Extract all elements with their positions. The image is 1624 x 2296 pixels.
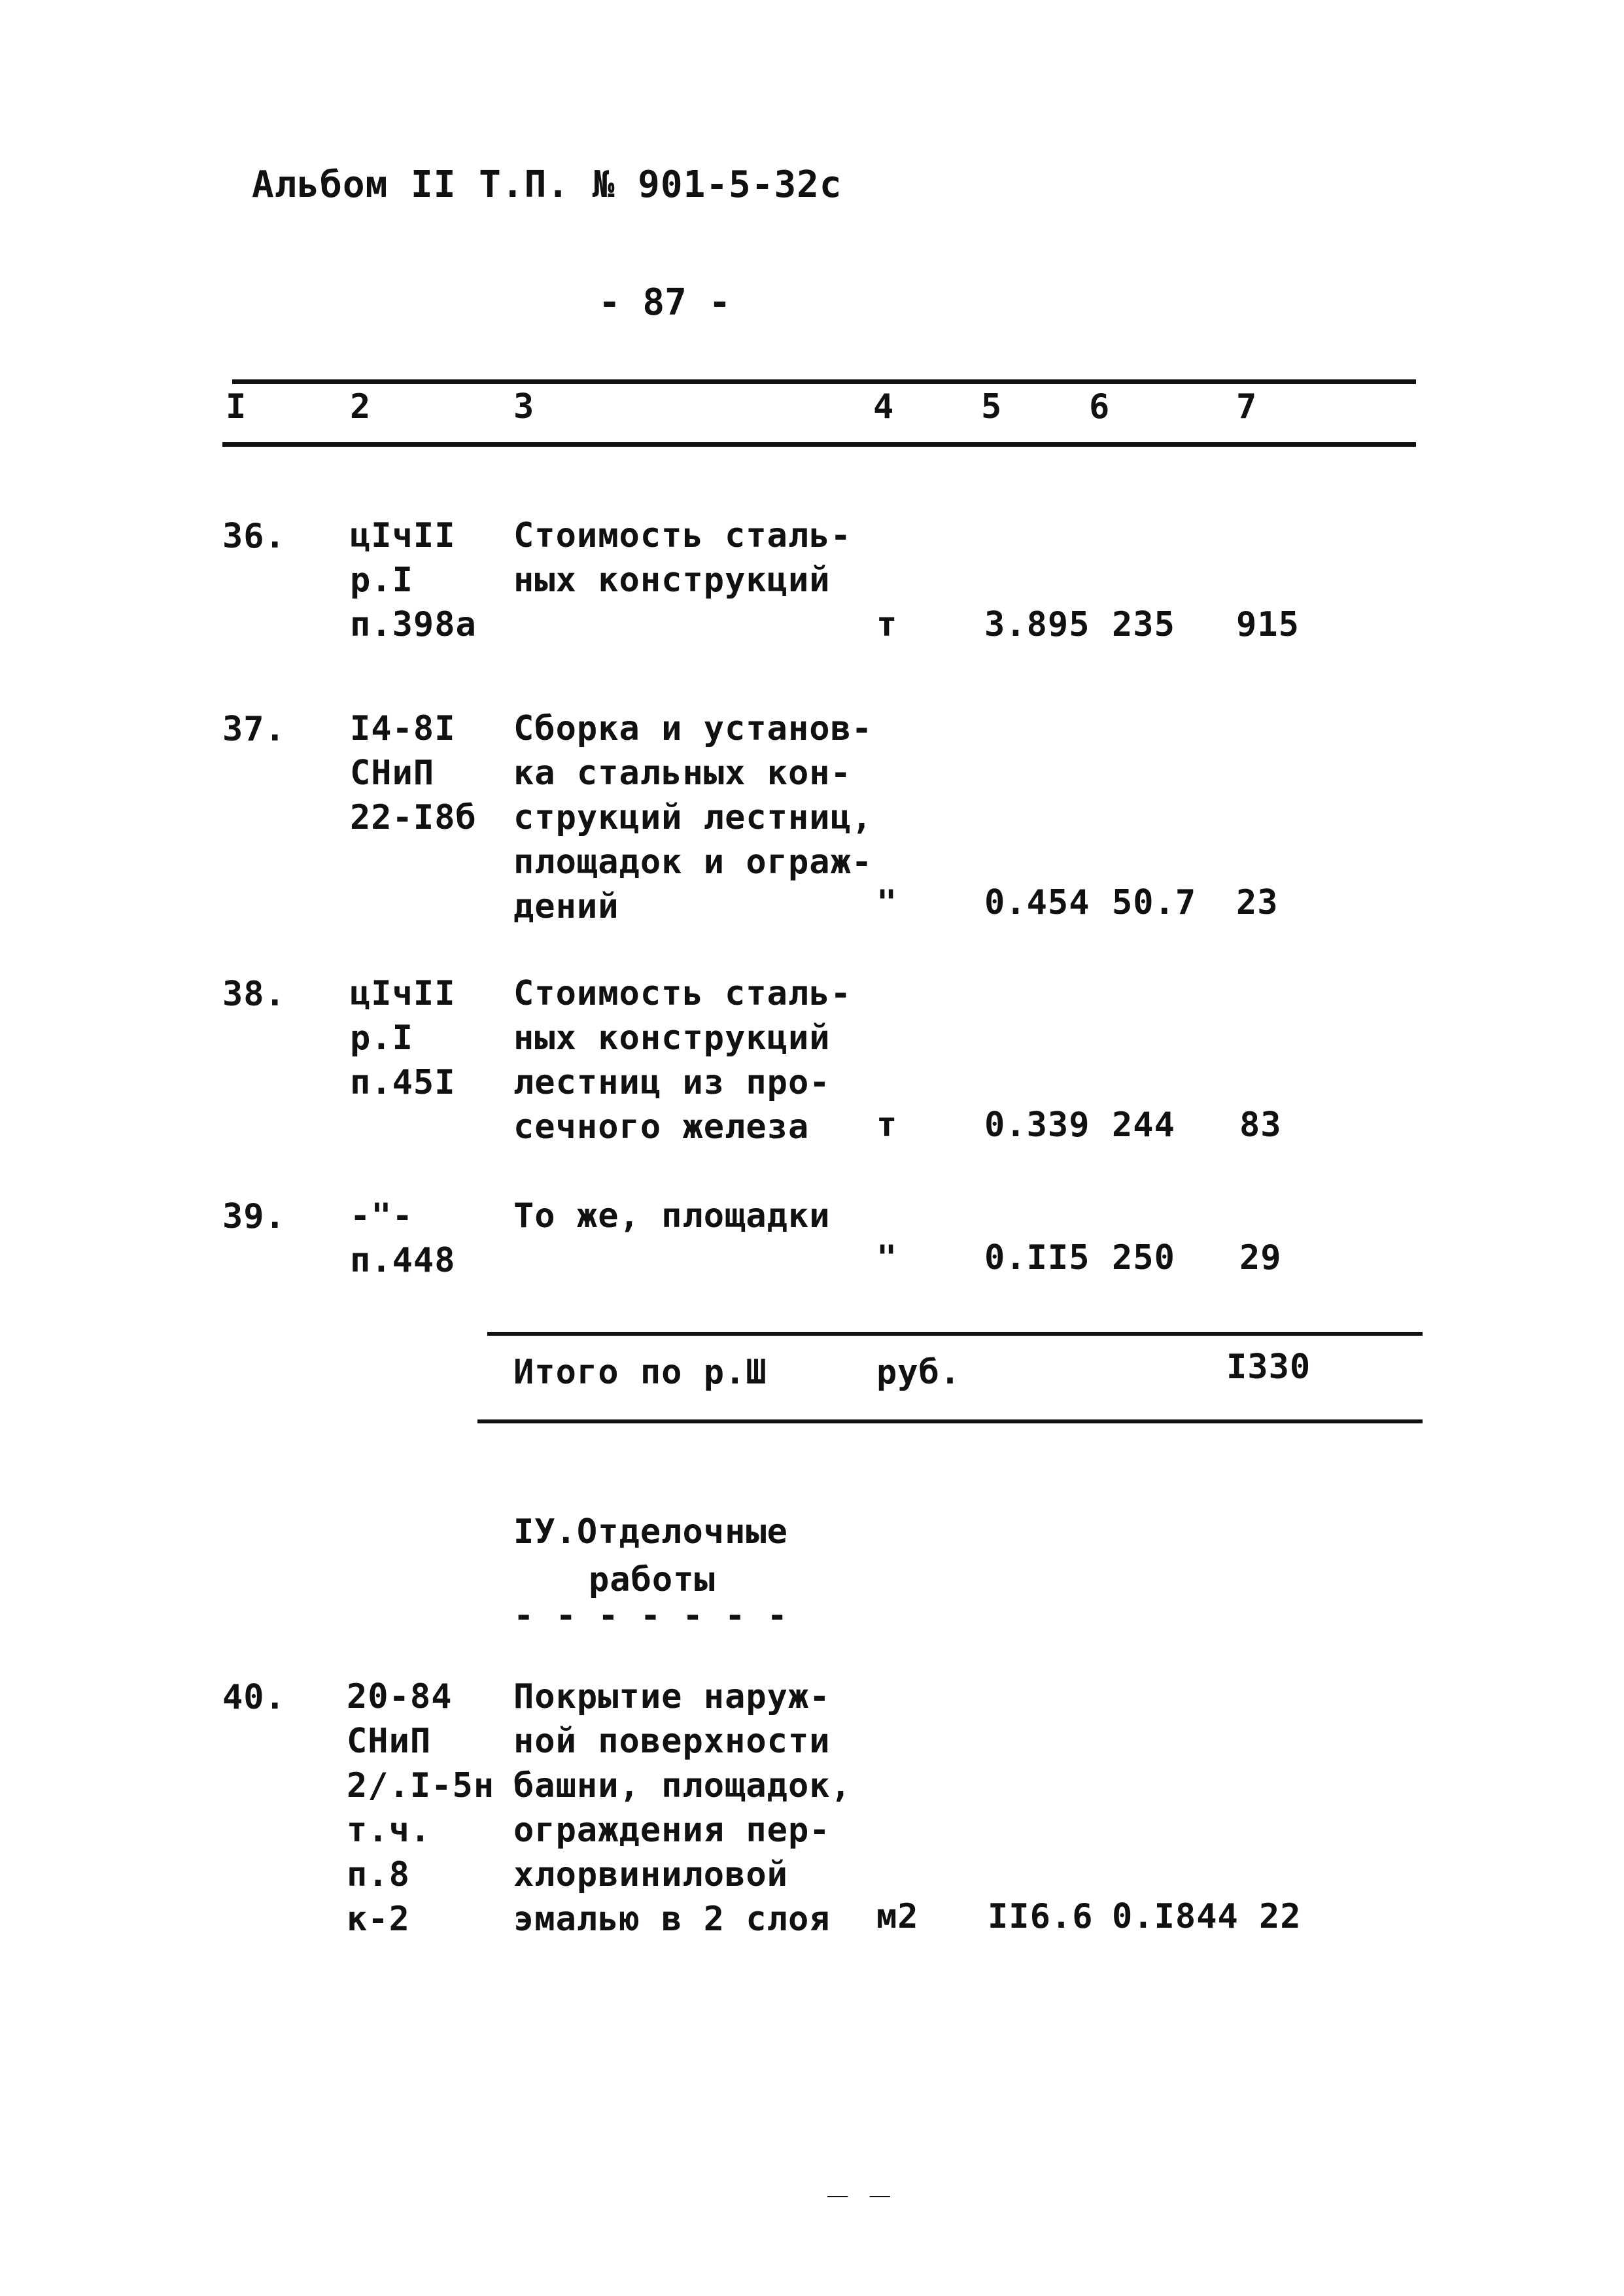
row-quantity: 0.339: [984, 1105, 1090, 1145]
row-quantity: II6.6: [988, 1897, 1094, 1936]
table-header-bottom-rule: [222, 442, 1416, 447]
section-underline: - - - - - - -: [513, 1596, 788, 1635]
section-title: IУ.Отделочные: [513, 1512, 788, 1552]
row-total: 83: [1239, 1105, 1282, 1145]
row-quantity: 0.454: [984, 883, 1090, 922]
subtotal-unit: руб.: [876, 1353, 961, 1392]
row-unit-price: 244: [1112, 1105, 1175, 1145]
row-number: 36.: [222, 517, 286, 556]
column-header-5: 5: [981, 387, 1003, 426]
row-total: 23: [1236, 883, 1279, 922]
row-description: Покрытие наруж- ной поверхности башни, площадок, ограждения пер- хлорвиниловой эмалью в 2 слоя: [513, 1677, 852, 1939]
subtotal-bottom-rule: [477, 1419, 1423, 1423]
row-unit-price: 50.7: [1112, 883, 1197, 922]
row-code: цIчII р.I п.45I: [350, 974, 456, 1102]
row-number: 39.: [222, 1197, 286, 1236]
row-unit: ": [876, 1238, 898, 1278]
row-code: 20-84 СНиП 2/.I-5н т.ч. п.8 к-2: [347, 1677, 495, 1939]
row-unit-price: 250: [1112, 1238, 1175, 1278]
row-code: цIчII р.I п.398а: [350, 516, 477, 644]
row-number: 38.: [222, 975, 286, 1014]
subtotal-label: Итого по р.Ш: [513, 1353, 767, 1392]
row-number: 37.: [222, 710, 286, 749]
row-description: То же, площадки: [513, 1196, 831, 1236]
row-code: I4-8I СНиП 22-I8б: [350, 709, 477, 837]
row-unit: ": [876, 883, 898, 922]
row-number: 40.: [222, 1678, 286, 1717]
column-header-6: 6: [1089, 387, 1111, 426]
row-total: 915: [1236, 605, 1300, 644]
row-unit: т: [876, 605, 898, 644]
subtotal-total: I330: [1226, 1348, 1311, 1387]
column-header-1: I: [226, 387, 247, 426]
row-total: 22: [1259, 1897, 1302, 1936]
column-header-7: 7: [1236, 387, 1258, 426]
album-reference: Альбом II Т.П. № 901-5-32с: [252, 164, 842, 206]
section-title-continued: работы: [589, 1560, 716, 1599]
row-description: Стоимость сталь- ных конструкций лестниц из про- сечного железа: [513, 974, 852, 1147]
row-unit: м2: [876, 1897, 919, 1936]
column-header-3: 3: [513, 387, 535, 426]
row-unit: т: [876, 1105, 898, 1145]
subtotal-top-rule: [487, 1332, 1423, 1336]
row-quantity: 3.895: [984, 605, 1090, 644]
row-description: Стоимость сталь- ных конструкций: [513, 516, 852, 600]
row-total: 29: [1239, 1238, 1282, 1278]
footer-mark: _ _: [827, 2159, 891, 2198]
table-top-rule: [232, 379, 1416, 384]
row-code: -"- п.448: [350, 1196, 456, 1280]
row-unit-price: 0.I844: [1112, 1897, 1239, 1936]
column-header-4: 4: [873, 387, 895, 426]
row-description: Сборка и установ- ка стальных кон- струкций лестниц, площадок и ограж- дений: [513, 709, 873, 926]
page-number: - 87 -: [598, 281, 731, 324]
row-unit-price: 235: [1112, 605, 1175, 644]
row-quantity: 0.II5: [984, 1238, 1090, 1278]
column-header-2: 2: [350, 387, 371, 426]
